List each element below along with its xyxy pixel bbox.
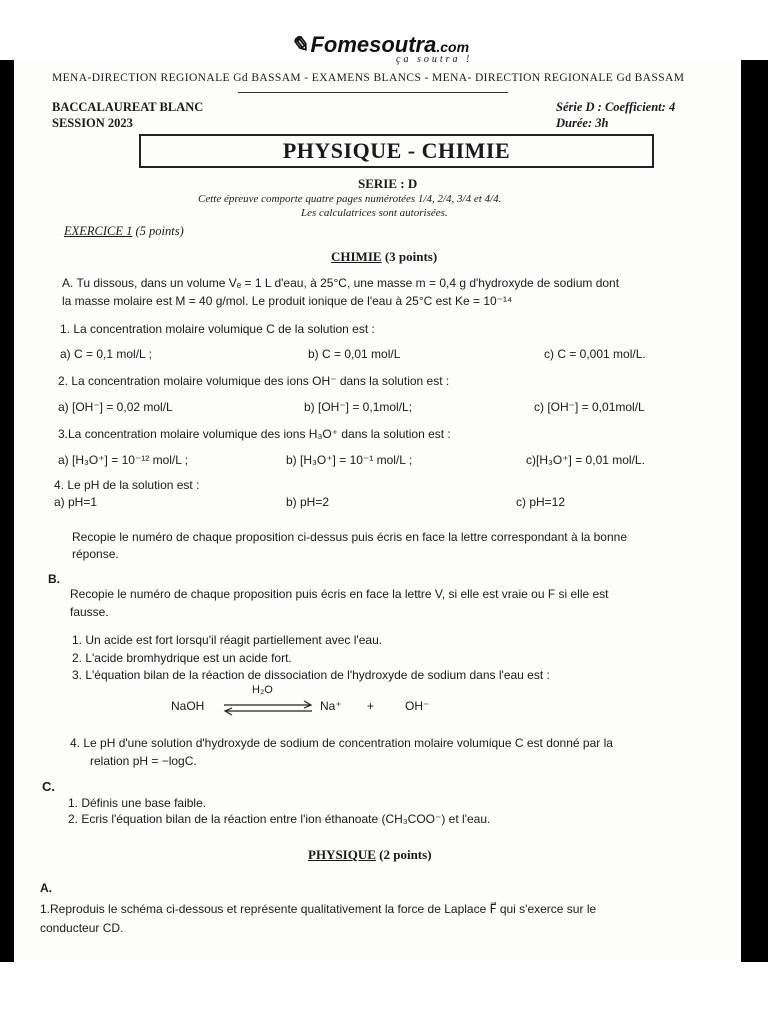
logo-slogan: ça soutra ! (396, 54, 473, 65)
page-count-note: Cette épreuve comporte quatre pages numérotées 1/4, 2/4, 3/4 et 4/4. (198, 193, 502, 205)
title-box (139, 134, 654, 168)
logo-name: Fomesoutra (310, 32, 437, 57)
q3-option-a: a) [H₃O⁺] = 10⁻¹² mol/L ; (58, 453, 189, 467)
part-a-intro-line1: A. Tu dissous, dans un volume Vₑ = 1 L d'eau, à 25°C, une masse m = 0,4 g d'hydroxyde de sodium dont (62, 276, 620, 290)
q4-option-a: a) pH=1 (54, 495, 98, 509)
logo-tld: .com (436, 39, 470, 55)
serie-coefficient: Série D : Coefficient: 4 (556, 100, 676, 114)
equation-product-2: OH⁻ (405, 699, 430, 713)
q4-option-b: b) pH=2 (286, 495, 330, 509)
question-2: 2. La concentration molaire volumique des ions OH⁻ dans la solution est : (58, 374, 450, 388)
exercise-heading (64, 224, 184, 239)
physique-heading (308, 847, 432, 863)
part-a-instruction-line2: réponse. (72, 547, 119, 561)
physique-part-a-line2: conducteur CD. (40, 921, 124, 935)
exercise-points: (5 points) (135, 224, 184, 238)
part-b-item-4-line2: relation pH = −logC. (90, 754, 197, 768)
chimie-heading (331, 249, 437, 265)
part-c-item-2: 2. Ecris l'équation bilan de la réaction entre l'ion éthanoate (CH₃COO⁻) et l'eau. (68, 812, 491, 826)
equation-plus: + (367, 699, 375, 713)
header-banner: MENA-DIRECTION REGIONALE Gd BASSAM - EXAMENS BLANCS - MENA- DIRECTION REGIONALE Gd BASSAM (52, 72, 685, 84)
question-1: 1. La concentration molaire volumique C de la solution est : (60, 322, 375, 336)
exam-session: SESSION 2023 (52, 116, 133, 130)
part-b-label: B. (48, 572, 60, 586)
chimie-points: (3 points) (384, 249, 438, 264)
q2-option-b: b) [OH⁻] = 0,1mol/L; (304, 400, 413, 414)
part-a-instruction-line1: Recopie le numéro de chaque proposition ci-dessus puis écris en face la lettre correspondant à la bonne (72, 530, 627, 544)
q1-option-c: c) C = 0,001 mol/L. (544, 347, 646, 361)
equation-product-1: Na⁺ (320, 699, 342, 713)
q3-option-c: c)[H₃O⁺] = 0,01 mol/L. (526, 453, 645, 467)
q1-option-a: a) C = 0,1 mol/L ; (60, 347, 152, 361)
question-4: 4. Le pH de la solution est : (54, 478, 200, 492)
q2-option-c: c) [OH⁻] = 0,01mol/L (534, 400, 645, 414)
part-c-label: C. (42, 779, 55, 794)
part-c-item-1: 1. Définis une base faible. (68, 796, 207, 810)
exam-name: BACCALAUREAT BLANC (52, 100, 204, 114)
physique-part-a-label: A. (40, 881, 52, 895)
question-3: 3.La concentration molaire volumique des ions H₃O⁺ dans la solution est : (58, 427, 451, 441)
exam-duration: Durée: 3h (556, 116, 609, 130)
q2-option-a: a) [OH⁻] = 0,02 mol/L (58, 400, 173, 414)
physique-points: (2 points) (379, 847, 432, 862)
part-b-item-3: 3. L'équation bilan de la réaction de dissociation de l'hydroxyde de sodium dans l'eau est : (72, 668, 550, 682)
logo-mark-icon: ✎ (290, 32, 309, 57)
part-b-instruction-line2: fausse. (70, 605, 109, 619)
physique-part-a-line1: 1.Reproduis le schéma ci-dessous et représente qualitativement la force de Laplace F⃗ qui s'exerce sur le (40, 902, 597, 916)
part-b-item-2: 2. L'acide bromhydrique est un acide fort. (72, 651, 292, 665)
chimie-title: CHIMIE (331, 249, 382, 264)
q3-option-b: b) [H₃O⁺] = 10⁻¹ mol/L ; (286, 453, 413, 467)
q4-option-c: c) pH=12 (516, 495, 566, 509)
part-b-instruction-line1: Recopie le numéro de chaque proposition puis écris en face la lettre V, si elle est vraie ou F si elle est (70, 587, 609, 601)
physique-title: PHYSIQUE (308, 847, 376, 862)
bottom-margin (0, 962, 768, 1024)
header-divider (238, 92, 508, 93)
part-b-item-4-line1: 4. Le pH d'une solution d'hydroxyde de sodium de concentration molaire volumique C est donné par la (70, 736, 613, 750)
page-title: PHYSIQUE - CHIMIE (282, 138, 511, 163)
equation-reactant: NaOH (171, 699, 205, 713)
q1-option-b: b) C = 0,01 mol/L (308, 347, 401, 361)
equilibrium-arrow-icon (220, 700, 316, 716)
part-b-item-1: 1. Un acide est fort lorsqu'il réagit partiellement avec l'eau. (72, 633, 383, 647)
part-a-intro-line2: la masse molaire est M = 40 g/mol. Le produit ionique de l'eau à 25°C est Ke = 10⁻¹⁴ (62, 294, 513, 308)
exercise-label: EXERCICE 1 (64, 224, 133, 238)
serie-label: SERIE : D (358, 176, 418, 191)
equation-solvent: H₂O (252, 684, 273, 696)
calculator-note: Les calculatrices sont autorisées. (301, 207, 448, 219)
